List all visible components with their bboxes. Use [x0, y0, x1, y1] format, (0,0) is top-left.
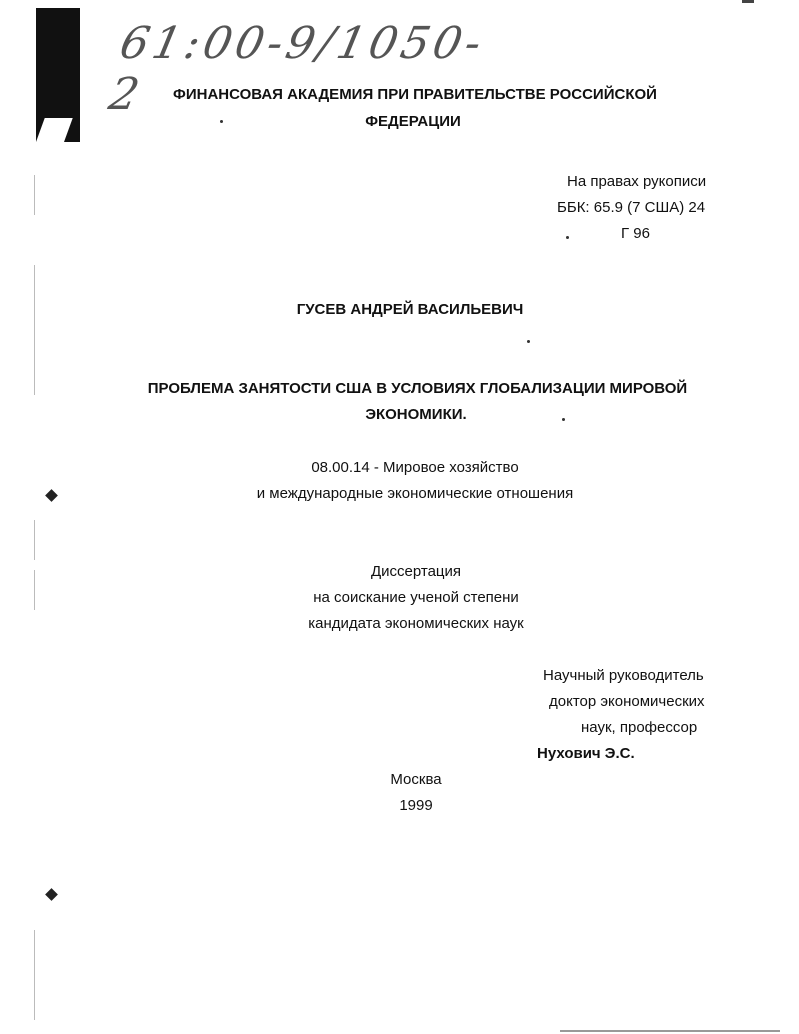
speck [566, 236, 569, 239]
specialty-name: и международные экономические отношения [256, 485, 574, 502]
manuscript-rights: На правах рукописи [567, 173, 707, 190]
specialty-code: 08.00.14 - Мировое хозяйство [311, 459, 519, 476]
supervisor-degree: доктор экономических [549, 693, 705, 710]
scan-margin-line [34, 520, 35, 560]
institution-line-1: ФИНАНСОВАЯ АКАДЕМИЯ ПРИ ПРАВИТЕЛЬСТВЕ РОССИЙСКОЙ [173, 86, 657, 103]
scan-mark [560, 1030, 780, 1032]
author-name: ГУСЕВ АНДРЕЙ ВАСИЛЬЕВИЧ [296, 301, 524, 318]
scan-margin-line [34, 570, 35, 610]
speck [220, 120, 223, 123]
author-mark: Г 96 [621, 225, 650, 242]
scan-margin-line [34, 930, 35, 1020]
dissertation-title-line-1: ПРОБЛЕМА ЗАНЯТОСТИ США В УСЛОВИЯХ ГЛОБАЛИЗАЦИИ МИРОВОЙ [147, 380, 688, 397]
supervisor-title: наук, профессор [581, 719, 698, 736]
supervisor-label: Научный руководитель [543, 667, 704, 684]
dissertation-title-line-2: ЭКОНОМИКИ. [365, 406, 467, 423]
scan-margin-line [34, 265, 35, 395]
handwritten-archive-number: 61:00-9/1050-2 [104, 18, 490, 120]
year: 1999 [399, 797, 433, 814]
institution-line-2: ФЕДЕРАЦИИ [365, 113, 461, 130]
document-type: Диссертация [370, 563, 462, 580]
speck [527, 340, 530, 343]
scan-mark [742, 0, 754, 3]
binding-hole-marker [45, 888, 58, 901]
bbk-code: ББК: 65.9 (7 США) 24 [557, 199, 706, 216]
supervisor-name: Нухович Э.С. [537, 745, 635, 762]
degree-purpose: на соискание ученой степени [313, 589, 519, 606]
speck [562, 418, 565, 421]
scan-margin-line [34, 175, 35, 215]
binding-hole-marker [45, 489, 58, 502]
degree-name: кандидата экономических наук [308, 615, 524, 632]
city: Москва [390, 771, 442, 788]
